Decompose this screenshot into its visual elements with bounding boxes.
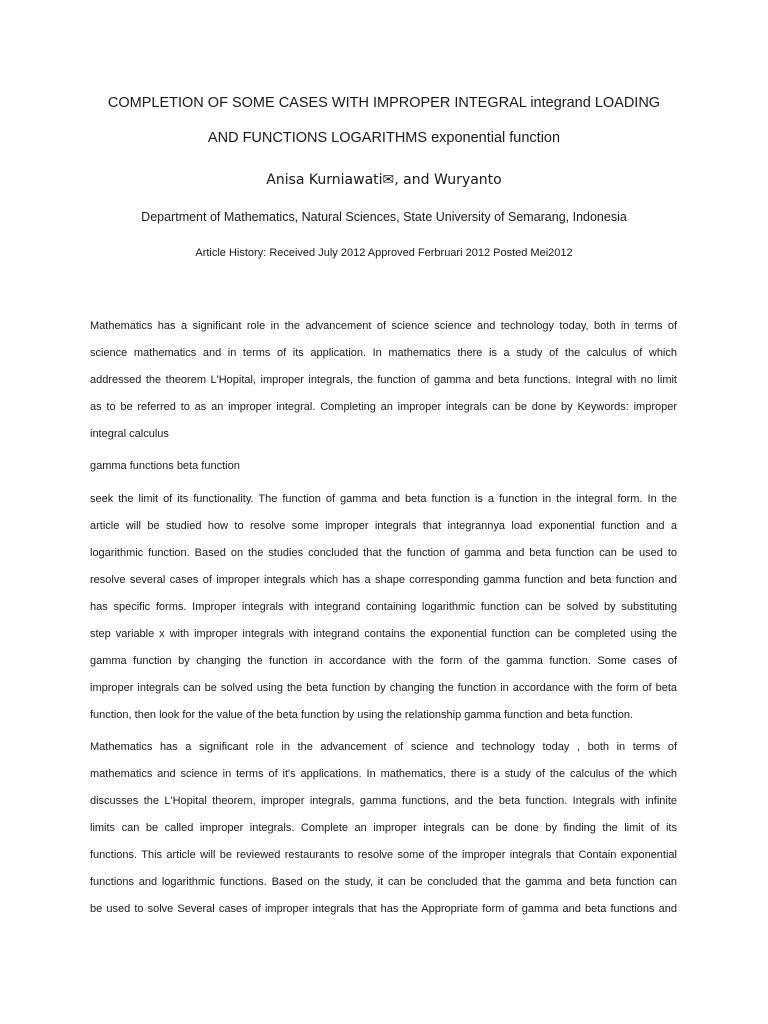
text-line: addressed the theorem L'Hopital, improper integrals, the function of gamma and beta functions. Integral with no limit: [90, 374, 677, 386]
text-line: limits can be called improper integrals. Complete an improper integrals can be done by finding the limit of its: [90, 822, 677, 834]
text-line: science mathematics and in terms of its application. In mathematics there is a study of the calculus of which: [90, 347, 677, 359]
article-history: Article History: Received July 2012 Approved Ferbruari 2012 Posted Mei2012: [195, 247, 573, 259]
affiliation: Department of Mathematics, Natural Sciences, State University of Semarang, Indonesia: [141, 210, 627, 224]
keywords-line: [90, 459, 677, 486]
text-line: Mathematics has a significant role in the advancement of science and technology today , both in terms of: [90, 741, 677, 753]
author-list: Anisa Kurniawati✉, and Wuryanto: [266, 172, 502, 188]
paper-title-line-1: COMPLETION OF SOME CASES WITH IMPROPER INTEGRAL integrand LOADING: [107, 95, 661, 111]
text-line: be used to solve Several cases of improper integrals that has the Appropriate form of gamma and beta functions and: [90, 903, 677, 915]
text-line: function, then look for the value of the beta function by using the relationship gamma function and beta function.: [90, 709, 634, 721]
text-line: discusses the L'Hopital theorem, improper integrals, gamma functions, and the beta function. Integrals with infinite: [90, 795, 677, 807]
abstract-paragraph-2: [90, 492, 677, 735]
text-line: Mathematics has a significant role in the advancement of science science and technology today, both in terms of: [90, 320, 677, 332]
text-line: improper integrals can be solved using the beta function by changing the function in accordance with the form of beta: [90, 682, 677, 694]
english-abstract-paragraph: [90, 740, 677, 929]
text-line: mathematics and science in terms of it's applications. In mathematics, there is a study of the calculus of the which: [90, 768, 677, 780]
text-line: article will be studied how to resolve some improper integrals that integrannya load exponential function and a: [90, 520, 677, 532]
text-line: step variable x with improper integrals with integrand contains the exponential function can be completed using the: [90, 628, 677, 640]
text-line: gamma functions beta function: [90, 460, 240, 472]
abstract-paragraph-1: [90, 319, 677, 454]
text-line: functions and logarithmic functions. Based on the study, it can be concluded that the gamma and beta function can: [90, 876, 677, 888]
paper-title-line-2: AND FUNCTIONS LOGARITHMS exponential function: [207, 130, 561, 146]
text-line: as to be referred to as an improper integral. Completing an improper integrals can be done by Keywords: improper: [90, 401, 677, 413]
text-line: gamma function by changing the function in accordance with the form of the gamma function. Some cases of: [90, 655, 677, 667]
text-line: logarithmic function. Based on the studies concluded that the function of gamma and beta function can be used to: [90, 547, 677, 559]
text-line: functions. This article will be reviewed restaurants to resolve some of the improper integrals that Contain exponential: [90, 849, 677, 861]
text-line: integral calculus: [90, 428, 169, 440]
text-line: resolve several cases of improper integrals which has a shape corresponding gamma function and beta function and: [90, 574, 677, 586]
text-line: has specific forms. Improper integrals with integrand containing logarithmic function can be solved by substituting: [90, 601, 677, 613]
text-line: seek the limit of its functionality. The function of gamma and beta function is a function in the integral form. In the: [90, 493, 677, 505]
